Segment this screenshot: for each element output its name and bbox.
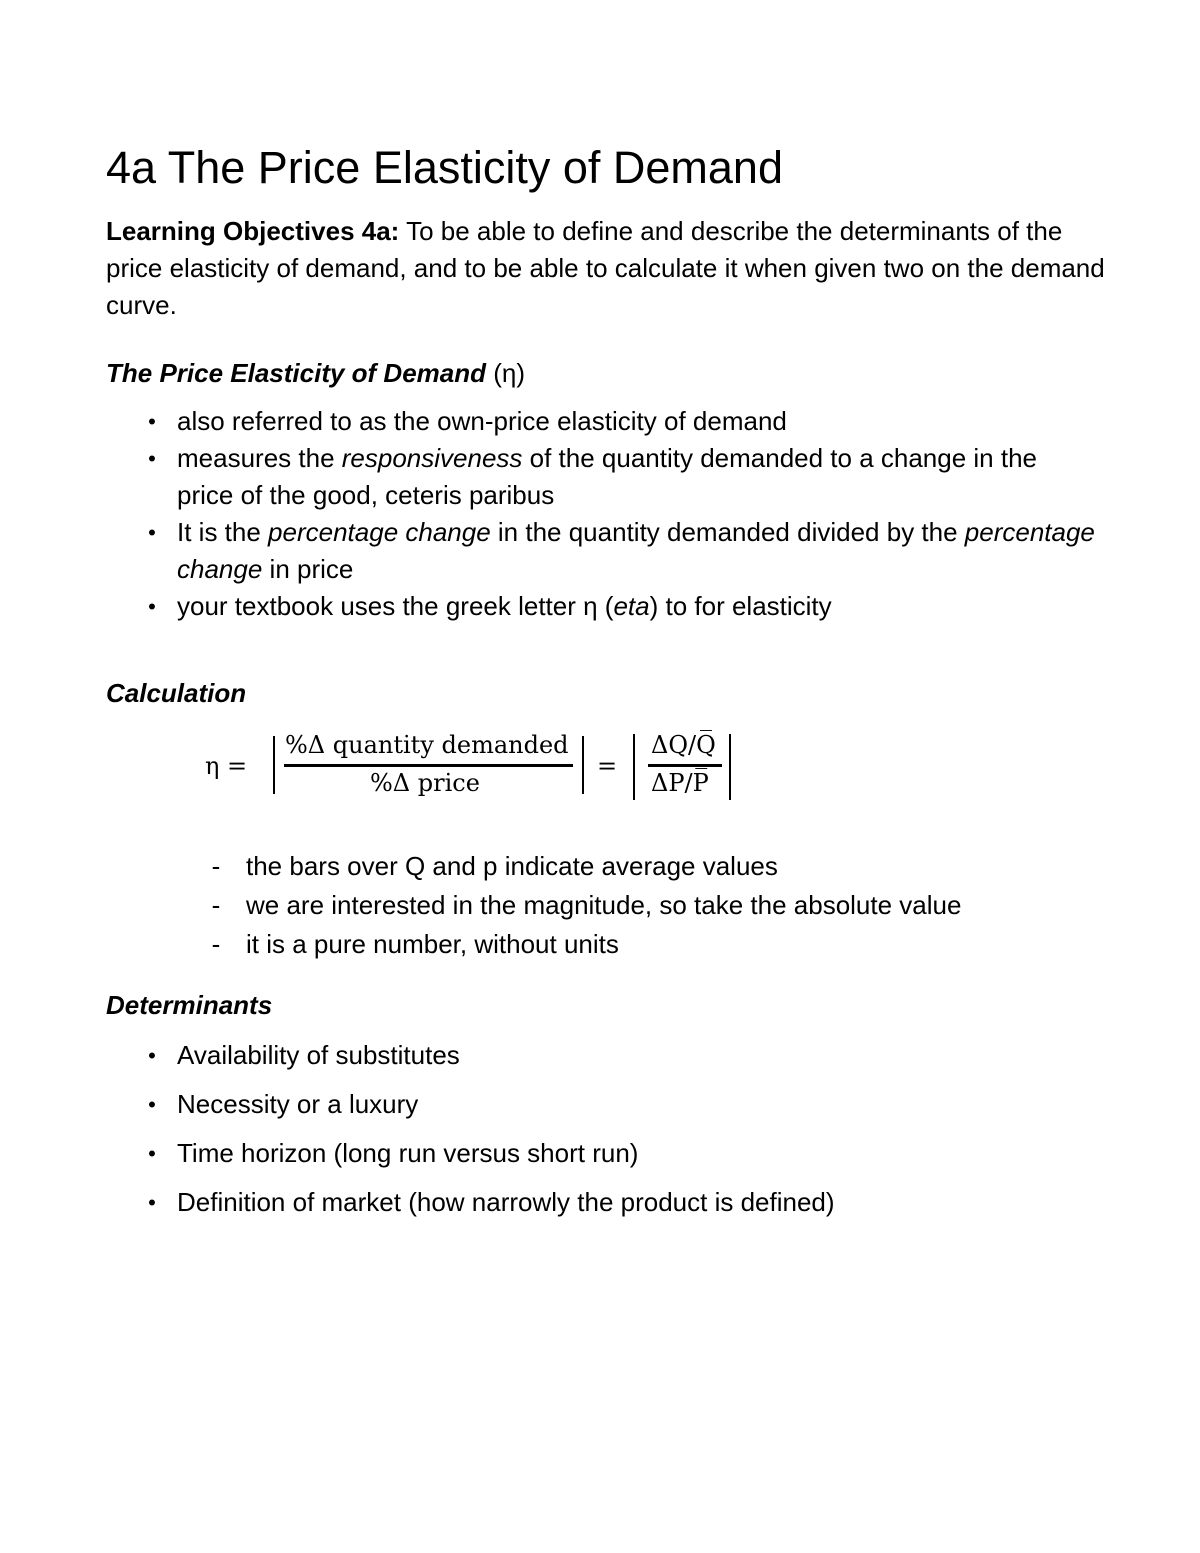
elasticity-heading [106, 355, 525, 392]
bullet-text: of the quantity demanded to a change in the price of the good, ceteris paribus [177, 443, 1038, 510]
formula-numerator-2: ΔQ/Q̅ [651, 731, 716, 759]
abs-bar-right-1 [582, 736, 584, 794]
bullet-marker: • [148, 1190, 156, 1215]
determinant-text: Availability of substitutes [177, 1040, 460, 1070]
bullet-text: in price [262, 554, 354, 584]
determinants-heading: Determinants [106, 990, 273, 1020]
page-title: 4a The Price Elasticity of Demand [106, 142, 783, 193]
bullet-text: also referred to as the own-price elasticity of demand [177, 406, 787, 436]
emphasis-text: eta [613, 591, 650, 621]
bullet-marker: • [148, 1043, 156, 1068]
formula-lhs: η = [205, 752, 248, 780]
bullet-marker: • [148, 409, 156, 434]
fraction-line-2 [648, 764, 722, 767]
determinant-text: Definition of market (how narrowly the product is defined) [177, 1187, 835, 1217]
elasticity-bullet [0, 588, 1097, 625]
determinant-item [0, 1184, 1097, 1221]
bullet-marker: • [148, 1092, 156, 1117]
dash-marker: - [211, 890, 221, 920]
elasticity-bullet [0, 403, 1097, 440]
learning-objectives [106, 213, 1106, 324]
determinant-item [0, 1086, 1097, 1123]
bullet-text: in the quantity demanded divided by the [490, 517, 965, 547]
bullet-text: your textbook uses the greek letter η ( [177, 591, 614, 621]
bullet-marker: • [148, 1141, 156, 1166]
note-text: we are interested in the magnitude, so take the absolute value [246, 890, 962, 920]
dash-marker: - [211, 851, 221, 881]
objectives-label: Learning Objectives 4a: [106, 216, 400, 246]
abs-bar-right-2 [729, 734, 731, 800]
elasticity-bullet-list [0, 403, 1097, 625]
calculation-note [0, 847, 1166, 886]
dash-marker: - [211, 929, 221, 959]
formula-denominator-2: ΔP/P̅ [651, 769, 709, 797]
emphasis-text: percentage change [177, 517, 1095, 584]
calculation-notes-list [0, 847, 1166, 964]
bullet-text: measures the [177, 443, 342, 473]
note-text: the bars over Q and p indicate average values [246, 851, 778, 881]
bullet-text: ) to for elasticity [649, 591, 832, 621]
bullet-marker: • [148, 446, 156, 471]
calculation-note [0, 925, 1166, 964]
elasticity-bullet [0, 440, 1097, 514]
formula-denominator-1: %Δ price [370, 769, 480, 797]
elasticity-bullet [0, 514, 1097, 588]
emphasis-text: percentage change [268, 517, 491, 547]
determinant-text: Time horizon (long run versus short run) [177, 1138, 639, 1168]
determinant-item [0, 1037, 1097, 1074]
formula-numerator-1: %Δ quantity demanded [285, 731, 569, 759]
calculation-heading: Calculation [106, 678, 247, 708]
bullet-marker: • [148, 594, 156, 619]
bullet-marker: • [148, 520, 156, 545]
emphasis-text: responsiveness [341, 443, 523, 473]
objectives-text: To be able to define and describe the determinants of the price elasticity of demand, and to be able to calculate it when given two on the demand curve. [106, 216, 1105, 320]
bullet-text: It is the [177, 517, 269, 547]
abs-bar-left-1 [273, 736, 275, 794]
calculation-note [0, 886, 1166, 925]
elasticity-heading-text: The Price Elasticity of Demand [106, 358, 487, 388]
eta-symbol: (η) [486, 358, 526, 388]
note-text: it is a pure number, without units [246, 929, 619, 959]
abs-bar-left-2 [633, 734, 635, 800]
fraction-line-1 [284, 764, 573, 767]
determinant-text: Necessity or a luxury [177, 1089, 419, 1119]
formula-equals: = [597, 752, 618, 780]
elasticity-formula [205, 730, 745, 802]
determinants-list [0, 1037, 1097, 1233]
determinant-item [0, 1135, 1097, 1172]
